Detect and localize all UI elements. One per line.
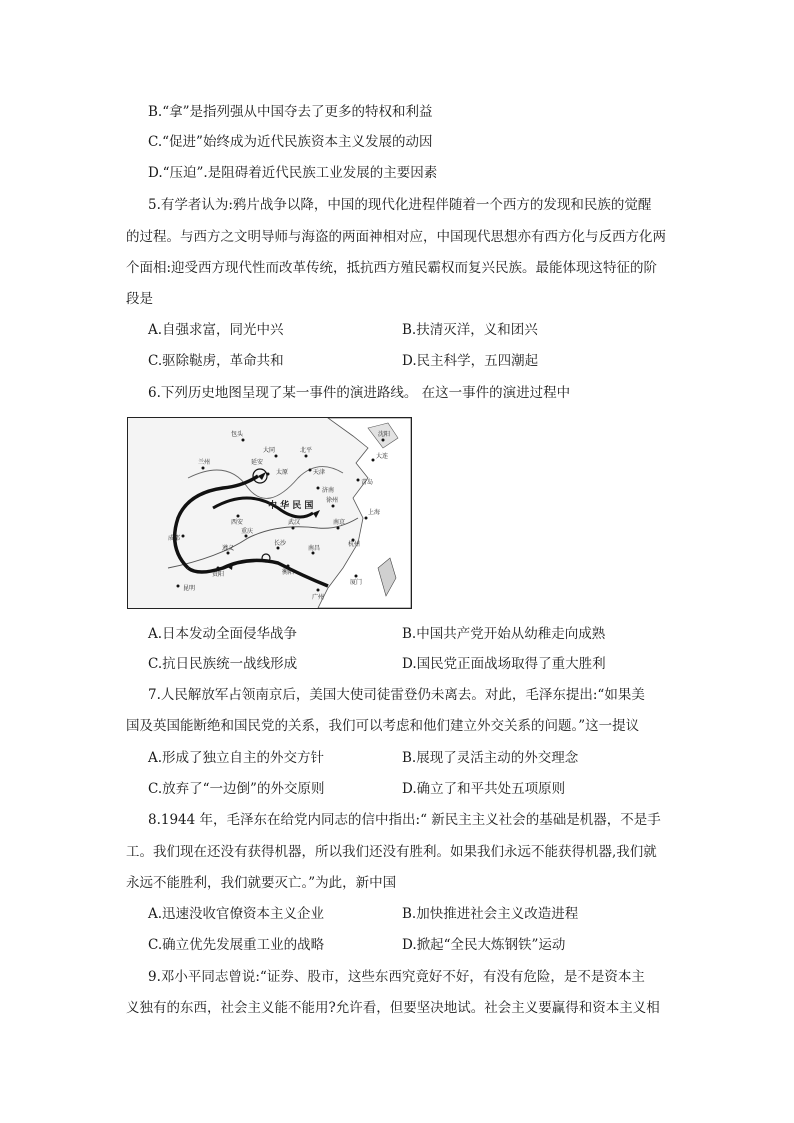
label-chongqing: 重庆 (241, 528, 254, 535)
q6-stem-line1: 6.下列历史地图呈现了某一事件的演进路线。 在这一事件的演进过程中 (148, 385, 571, 401)
q5-option-a: A.自强求富，同光中兴 (148, 322, 284, 338)
label-guangzhou: 广州 (312, 594, 325, 601)
q8-stem-line1: 8.1944 年，毛泽东在给党内同志的信中指出:“ 新民主主义社会的基础是机器，不是手 (148, 812, 661, 828)
q9-stem-line1: 9.邓小平同志曾说:“证券、股市，这些东西究竟好不好，有没有危险，是不是资本主 (148, 969, 645, 985)
q5-stem-line4: 段是 (126, 291, 153, 307)
q8-stem-line3: 永远不能胜利，我们就要灭亡。”为此，新中国 (126, 875, 397, 891)
q5-stem-line3: 个面相:迎受西方现代性而改革传统，抵抗西方殖民霸权而复兴民族。最能体现这特征的阶 (126, 260, 658, 276)
route-arrow-east (313, 510, 320, 518)
q8-option-b: B.加快推进社会主义改造进程 (402, 906, 579, 922)
label-guiyang: 贵阳 (212, 571, 225, 578)
q6-option-c: C.抗日民族统一战线形成 (148, 656, 298, 672)
q7-option-d: D.确立了和平共处五项原则 (402, 781, 566, 797)
label-nanchang: 南昌 (308, 545, 321, 552)
route-southern-leg (188, 560, 328, 586)
label-zunyi: 遵义 (222, 545, 235, 552)
q8-option-a: A.迅速没收官僚资本主义企业 (148, 906, 325, 922)
label-beiping: 北平 (300, 447, 313, 454)
label-xiamen: 厦门 (350, 579, 363, 586)
q5-stem-line2: 的过程。与西方之文明导师与海盗的两面神相对应，中国现代思想亦有西方化与反西方化两 (126, 229, 666, 245)
q6-option-b: B.中国共产党开始从幼稚走向成熟 (402, 626, 606, 642)
label-zhonghua-minguo: 中 华 民 国 (268, 501, 314, 511)
q4-option-c: C.“促进”始终成为近代民族资本主义发展的动因 (148, 134, 433, 150)
q6-option-d: D.国民党正面战场取得了重大胜利 (402, 656, 606, 672)
q8-stem-line2: 工。我们现在还没有获得机器，所以我们还没有胜利。如果我们永远不能获得机器,我们就 (126, 844, 657, 860)
historical-route-map (127, 417, 412, 609)
q7-stem-line1: 7.人民解放军占领南京后，美国大使司徒雷登仍未离去。对此，毛泽东提出:“如果美 (148, 687, 645, 703)
route-map-svg (128, 418, 411, 608)
q7-option-a: A.形成了独立自主的外交方针 (148, 750, 325, 766)
q7-stem-line2: 国及英国能断绝和国民党的关系，我们可以考虑和他们建立外交关系的问题。”这一提议 (126, 718, 640, 734)
label-taiyuan: 太原 (276, 469, 289, 476)
q5-option-c: C.驱除鞑虏，革命共和 (148, 353, 284, 369)
sea-area (318, 418, 411, 608)
q8-option-c: C.确立优先发展重工业的战略 (148, 937, 325, 953)
label-chengdu: 成都 (168, 535, 181, 542)
label-datong: 大同 (263, 447, 276, 454)
label-yanan: 延安 (251, 459, 264, 466)
q5-option-b: B.扶清灭洋，义和团兴 (402, 322, 538, 338)
label-xian: 西安 (231, 519, 244, 526)
label-changsha: 长沙 (274, 540, 287, 547)
label-hengyang: 衡阳 (282, 569, 295, 576)
q4-option-d: D.“压迫”.是阻碍着近代民族工业发展的主要因素 (148, 165, 438, 181)
label-nanjing: 南京 (333, 519, 346, 526)
q5-option-d: D.民主科学，五四潮起 (402, 353, 539, 369)
label-dalian: 大连 (376, 453, 389, 460)
label-hangzhou: 杭州 (348, 541, 361, 548)
label-qingdao: 青岛 (361, 479, 374, 486)
q6-option-a: A.日本发动全面侵华战争 (148, 626, 298, 642)
route-arrow-north (258, 472, 266, 480)
label-shenyang: 沈阳 (378, 431, 391, 438)
label-baotou: 包头 (231, 431, 244, 438)
label-xuzhou: 徐州 (326, 497, 339, 504)
q5-stem-line1: 5.有学者认为:鸦片战争以降，中国的现代化进程伴随着一个西方的发现和民族的觉醒 (148, 197, 652, 213)
q7-option-c: C.放弃了“一边倒”的外交原则 (148, 781, 325, 797)
q4-option-b: B.“拿”是指列强从中国夺去了更多的特权和利益 (148, 104, 433, 120)
label-kunming: 昆明 (183, 585, 196, 592)
label-tianjin: 天津 (313, 469, 326, 476)
q9-stem-line2: 义独有的东西，社会主义能不能用?允许看，但要坚决地试。社会主义要赢得和资本主义相 (126, 1000, 660, 1016)
label-shanghai: 上海 (368, 509, 381, 516)
label-lanzhou: 兰州 (198, 459, 211, 466)
label-jinan: 济南 (322, 487, 335, 494)
q8-option-d: D.掀起“全民大炼钢铁”运动 (402, 937, 566, 953)
label-wuhan: 武汉 (288, 519, 301, 526)
q7-option-b: B.展现了灵活主动的外交理念 (402, 750, 579, 766)
